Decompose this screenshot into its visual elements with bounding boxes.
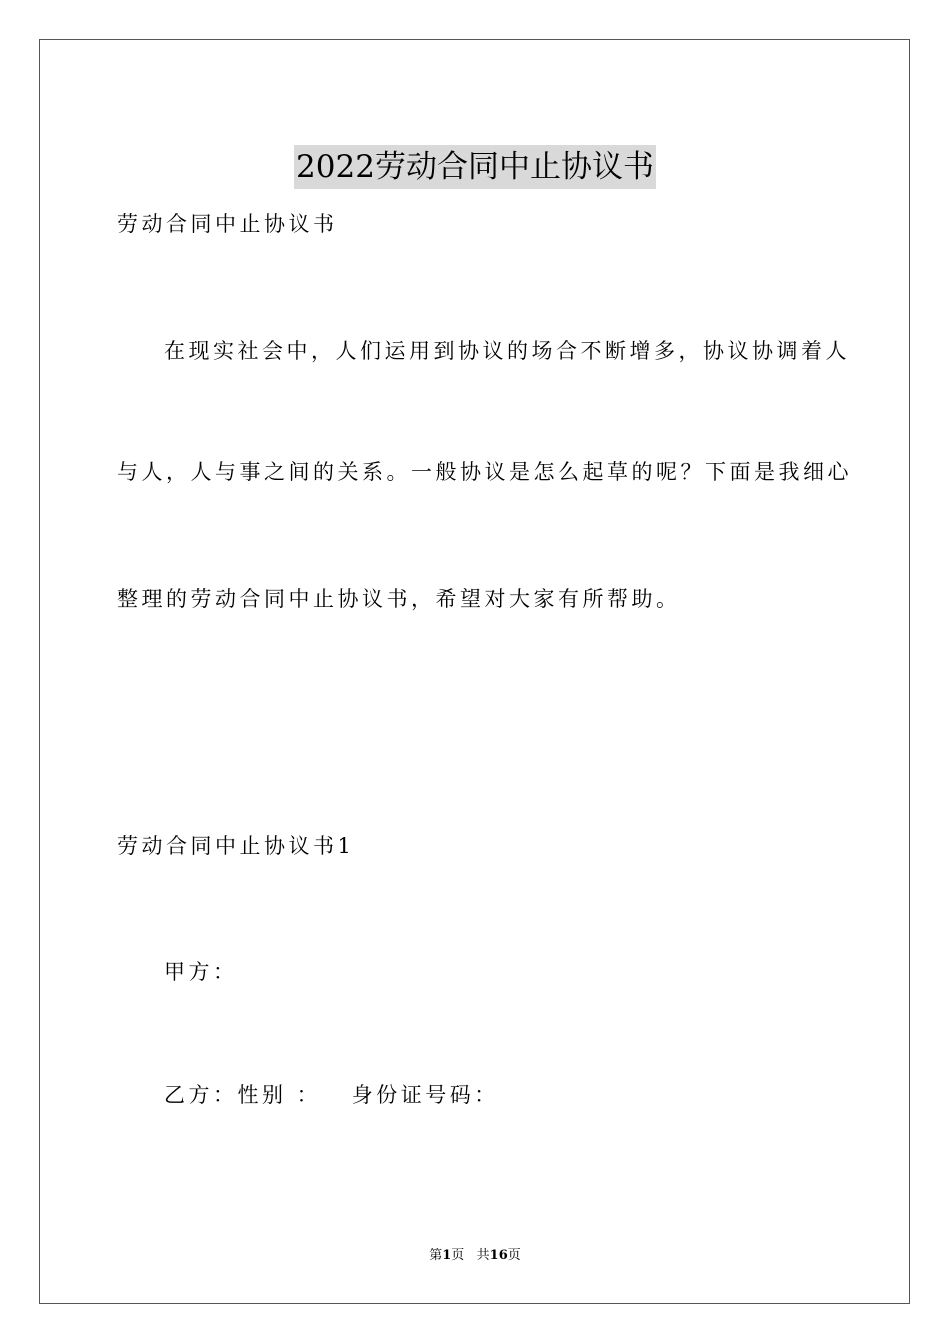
document-title: 2022劳动合同中止协议书 bbox=[294, 145, 656, 189]
document-subtitle: 劳动合同中止协议书 bbox=[117, 212, 338, 236]
party-a-label: 甲方： bbox=[164, 960, 238, 984]
intro-paragraph-line: 整理的劳动合同中止协议书，希望对大家有所帮助。 bbox=[117, 587, 681, 611]
section-heading: 劳动合同中止协议书1 bbox=[117, 834, 355, 858]
party-b-label: 乙方：性别 ： 身份证号码： bbox=[164, 1083, 499, 1107]
title-container bbox=[0, 124, 950, 210]
intro-paragraph-line: 与人，人与事之间的关系。一般协议是怎么起草的呢？下面是我细心 bbox=[117, 460, 852, 484]
footer-suffix: 页 bbox=[507, 1248, 521, 1263]
intro-paragraph-line: 在现实社会中，人们运用到协议的场合不断增多，协议协调着人 bbox=[164, 339, 850, 363]
footer-prefix: 第 bbox=[429, 1248, 443, 1263]
footer-page-number: 1 bbox=[442, 1248, 452, 1263]
page-footer bbox=[0, 1247, 950, 1265]
footer-page-total: 16 bbox=[489, 1248, 508, 1263]
footer-mid: 页 共 bbox=[451, 1248, 490, 1263]
